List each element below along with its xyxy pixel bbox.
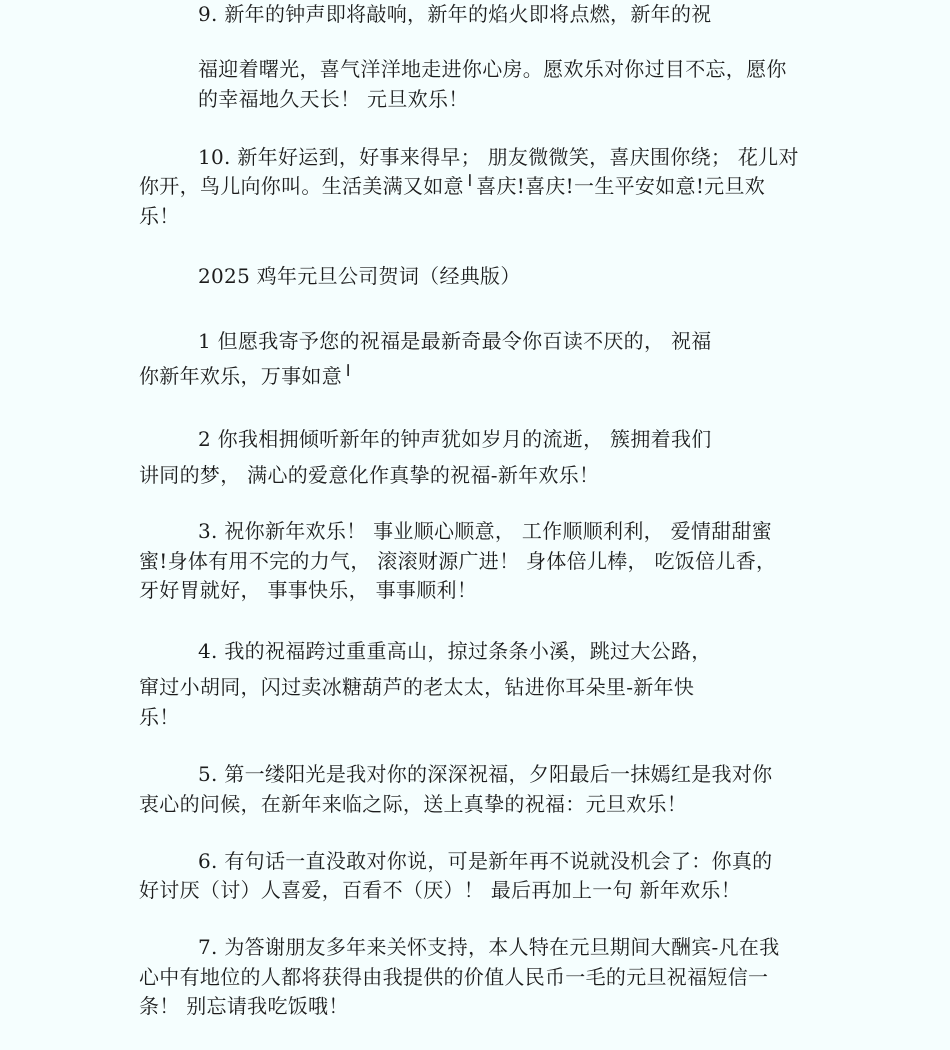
item-3-line-3: 牙好胃就好， 事事快乐， 事事顺利！	[139, 578, 478, 602]
greeting-10-line-1: 10. 新年好运到，好事来得早； 朋友微微笑，喜庆围你绕； 花儿对	[198, 145, 799, 169]
item-7-line-1: 7. 为答谢朋友多年来关怀支持，本人特在元旦期间大酬宾-凡在我	[198, 935, 780, 959]
greeting-10-line-3: 乐！	[139, 204, 180, 228]
greeting-9-line-2: 福迎着曙光，喜气洋洋地走进你心房。愿欢乐对你过目不忘，愿你	[198, 57, 787, 81]
item-4-line-3: 乐！	[139, 705, 180, 729]
item-5-line-1: 5. 第一缕阳光是我对你的深深祝福，夕阳最后一抹嫣红是我对你	[198, 762, 773, 786]
item-3-line-2: 蜜!身体有用不完的力气， 滚滚财源广进！ 身体倍儿棒， 吃饭倍儿香，	[139, 549, 777, 573]
greeting-10-line-2: 你开，鸟儿向你叫。生活美满又如意╵喜庆!喜庆!一生平安如意!元旦欢	[139, 174, 766, 198]
greeting-9-line-3: 的幸福地久天长！ 元旦欢乐！	[198, 87, 469, 111]
item-7-line-2: 心中有地位的人都将获得由我提供的价值人民币一毛的元旦祝福短信一	[139, 965, 769, 989]
item-2-line-2: 讲同的梦， 满心的爱意化作真挚的祝福-新年欢乐！	[139, 463, 600, 487]
item-6-line-1: 6. 有句话一直没敢对你说，可是新年再不说就没机会了：你真的	[198, 849, 773, 873]
item-7-line-3: 条！ 别忘请我吃饭哦！	[139, 994, 349, 1018]
item-6-line-2: 好讨厌（讨）人喜爱，百看不（厌）！ 最后再加上一句 新年欢乐！	[139, 878, 742, 902]
item-1-line-2: 你新年欢乐，万事如意╵	[139, 364, 355, 388]
item-4-line-2: 窜过小胡同，闪过卖冰糖葫芦的老太太，钻进你耳朵里-新年快	[139, 675, 695, 699]
section-heading: 2025 鸡年元旦公司贺词（经典版）	[198, 264, 521, 288]
item-4-line-1: 4. 我的祝福跨过重重高山，掠过条条小溪，跳过大公路，	[198, 639, 712, 663]
greeting-9-line-1: 9. 新年的钟声即将敲响，新年的焰火即将点燃，新年的祝	[198, 2, 712, 26]
item-3-line-1: 3. 祝你新年欢乐！ 事业顺心顺意， 工作顺顺利利， 爱情甜甜蜜	[198, 519, 773, 543]
item-5-line-2: 衷心的问候，在新年来临之际，送上真挚的祝福：元旦欢乐！	[139, 792, 688, 816]
item-2-line-1: 2 你我相拥倾听新年的钟声犹如岁月的流逝， 簇拥着我们	[198, 427, 712, 451]
item-1-line-1: 1 但愿我寄予您的祝福是最新奇最令你百读不厌的， 祝福	[198, 329, 712, 353]
